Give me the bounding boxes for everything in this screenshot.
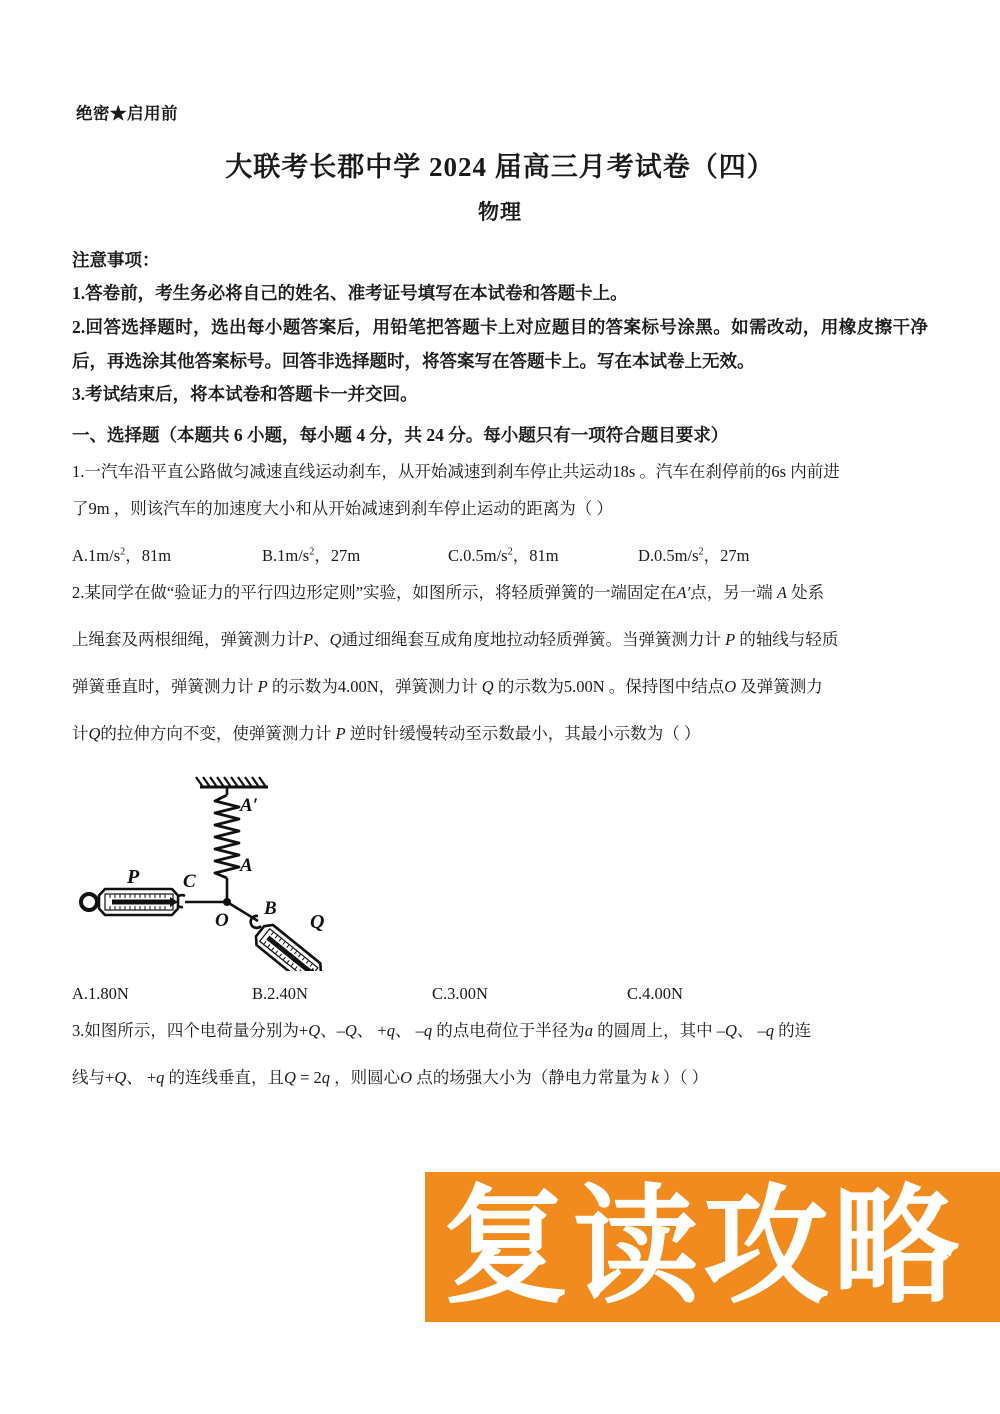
option-b-text: B.1m/s — [262, 545, 310, 565]
q3-l1-var-a: a — [584, 1021, 593, 1041]
q2-l1-f: 处系 — [786, 583, 825, 603]
q2-l1-prime: ′ — [686, 583, 691, 603]
q2-l3-var-q: Q — [481, 676, 494, 696]
q3-l1-a: 3.如图所示，四个电荷量分别为+ — [72, 1021, 309, 1041]
option-b-exponent: 2 — [309, 546, 315, 558]
q2-l1-var-a2: A — [776, 583, 787, 603]
q3-l2-e: 的连线垂直，且 — [164, 1067, 285, 1087]
q2-l2-c: 、 — [313, 630, 330, 650]
question-2-option-c[interactable]: C.3.00N — [432, 983, 488, 1003]
question-2-options — [72, 981, 928, 1007]
q2-l2-g: 的轴线与轻质 — [735, 630, 839, 650]
option-a-exponent: 2 — [120, 546, 126, 558]
option-c-exponent: 2 — [507, 546, 513, 558]
question-3 — [72, 1009, 928, 1101]
notice-item-2: 2.回答选择题时，选出每小题答案后，用铅笔把答题卡上对应题目的答案标号涂黑。如需改动，用橡皮擦干净后，再选涂其他答案标号。回答非选择题时，将答案写在答题卡上。写在本试卷上无效。 — [72, 317, 928, 371]
q3-l2-var-q1: q — [156, 1067, 165, 1087]
watermark-text: 复读攻略 — [443, 1174, 963, 1319]
hook-b-icon — [251, 915, 261, 927]
question-3-stem-line-2 — [72, 1056, 928, 1101]
question-1-option-d[interactable] — [638, 543, 749, 569]
option-a-text: A.1m/s — [72, 545, 121, 565]
question-1-option-b[interactable] — [262, 543, 448, 569]
question-3-stem-line-1 — [72, 1009, 928, 1054]
secrecy-notice: 绝密★启用前 — [76, 104, 178, 123]
q3-l1-e: 、 + — [356, 1021, 387, 1041]
q2-l3-var-p: P — [257, 676, 268, 696]
q2-l3-g: 及弹簧测力 — [736, 676, 823, 696]
question-1-options — [72, 543, 928, 569]
q3-l2-var-Q2: Q — [284, 1067, 296, 1087]
question-1-option-a[interactable] — [72, 543, 262, 569]
q3-l2-var-O: O — [400, 1067, 413, 1087]
q3-l1-var-q3: q — [765, 1021, 775, 1041]
question-2-stem-line-3 — [72, 665, 928, 710]
q3-l2-var-q2: q — [321, 1067, 331, 1087]
option-d-exponent: 2 — [698, 546, 704, 558]
option-d-text: D.0.5m/s — [638, 545, 699, 565]
subject-title: 物理 — [478, 199, 522, 224]
q3-l1-var-q1: q — [386, 1021, 395, 1041]
q3-l1-i: 的点电荷位于半径为 — [432, 1021, 585, 1041]
q3-l2-c: 、 + — [126, 1067, 157, 1087]
question-2-stem-line-1 — [72, 571, 928, 616]
notices-heading: 注意事项： — [72, 250, 160, 271]
q3-l1-o: 的连 — [774, 1021, 812, 1041]
q2-l2-e: 通过细绳套互成角度地拉动轻质弹簧。当弹簧测力计 — [341, 630, 726, 650]
q2-l1-var-a: A — [676, 583, 687, 603]
q2-l4-var-p: P — [335, 723, 346, 743]
q2-l3-e: 的示数为5.00N 。保持图中结点 — [493, 676, 725, 696]
option-a-tail: ，81m — [125, 545, 172, 565]
notice-item-1: 1.答卷前，考生务必将自己的姓名、准考证号填写在本试卷和答题卡上。 — [72, 283, 628, 304]
q3-l2-a: 线与+ — [72, 1067, 115, 1087]
q2-l4-c: 的拉伸方向不变，使弹簧测力计 — [100, 723, 336, 743]
question-2-option-b[interactable]: B.2.40N — [252, 983, 308, 1003]
figure-label-a-prime: A′ — [240, 794, 259, 816]
spring-scale-p-icon — [81, 889, 178, 915]
question-2-stem-line-2 — [72, 618, 928, 663]
q2-l4-var-q: Q — [88, 723, 101, 743]
q3-l1-var-Q3: Q — [724, 1021, 737, 1041]
q2-l1-a: 2.某同学在做“验证力的平行四边形定则”实验，如图所示，将轻质弹簧的一端固定在 — [72, 583, 677, 603]
q2-l3-var-o: O — [724, 676, 737, 696]
q3-l1-c: 、– — [320, 1021, 345, 1041]
question-2-option-d[interactable]: C.4.00N — [627, 983, 683, 1003]
figure-label-c: C — [183, 870, 196, 892]
figure-label-o: O — [215, 909, 229, 931]
spring-scale-q-icon — [252, 921, 341, 971]
q2-l4-a: 计 — [72, 723, 89, 743]
option-c-tail: ，81m — [512, 545, 559, 565]
watermark-banner — [425, 1172, 1000, 1322]
q2-l2-a: 上绳套及两根细绳，弹簧测力计 — [72, 630, 303, 650]
q3-l2-k: 点的场强大小为（静电力常量为 — [412, 1067, 652, 1087]
q3-l2-i: ，则圆心 — [330, 1067, 401, 1087]
q2-l2-var-q: Q — [329, 630, 342, 650]
section-heading-choice: 一、选择题（本题共 6 小题，每小题 4 分，共 24 分。每小题只有一项符合题目要求） — [72, 424, 729, 445]
option-d-tail: ，27m — [703, 545, 750, 565]
q3-l2-m: ）（ ） — [658, 1067, 709, 1087]
q3-l1-m: 、 – — [736, 1021, 766, 1041]
question-2-stem-line-4 — [72, 712, 928, 757]
q2-l3-a: 弹簧垂直时，弹簧测力计 — [72, 676, 258, 696]
spring-balance-diagram — [72, 771, 402, 971]
q2-l1-d: 点，另一端 — [690, 583, 777, 603]
q2-l4-e: 逆时针缓慢转动至示数最小，其最小示数为（ ） — [345, 723, 701, 743]
question-1-stem-line-1: 1.一汽车沿平直公路做匀减速直线运动刹车，从开始减速到刹车停止共运动18s 。汽车在刹停前的6s 内前进 — [72, 461, 840, 481]
q2-l2-var-p: P — [303, 630, 314, 650]
figure-label-p: P — [127, 865, 140, 888]
q3-l2-var-k: k — [651, 1067, 659, 1087]
q3-l2-g: = 2 — [295, 1067, 322, 1087]
question-2-option-a[interactable]: A.1.80N — [72, 983, 129, 1003]
figure-label-a: A — [240, 854, 253, 876]
q3-l1-g: 、 – — [394, 1021, 424, 1041]
light-spring-icon — [215, 787, 239, 902]
question-1 — [72, 455, 928, 569]
q2-l2-var-p2: P — [725, 630, 736, 650]
question-1-stem-line-2: 了9m ，则该汽车的加速度大小和从开始减速到刹车停止运动的距离为（ ） — [72, 498, 613, 518]
figure-label-q: Q — [310, 910, 325, 933]
ceiling-support-icon — [196, 777, 268, 787]
page-title: 大联考长郡中学 2024 届高三月考试卷（四） — [225, 151, 775, 182]
figure-label-b: B — [264, 897, 277, 919]
q3-l1-var-Q1: Q — [308, 1021, 321, 1041]
page-content — [72, 104, 928, 1101]
option-b-tail: ，27m — [314, 545, 361, 565]
question-2-figure — [72, 771, 928, 971]
q3-l1-k: 的圆周上，其中 – — [592, 1021, 725, 1041]
notice-item-3: 3.考试结束后，将本试卷和答题卡一并交回。 — [72, 384, 418, 405]
question-1-option-c[interactable] — [448, 543, 638, 569]
option-c-text: C.0.5m/s — [448, 545, 508, 565]
q3-l1-var-q2: q — [423, 1021, 433, 1041]
question-2 — [72, 571, 928, 1007]
q3-l2-var-Q1: Q — [114, 1067, 127, 1087]
q3-l1-var-Q2: Q — [344, 1021, 357, 1041]
q2-l3-c: 的示数为4.00N，弹簧测力计 — [267, 676, 482, 696]
